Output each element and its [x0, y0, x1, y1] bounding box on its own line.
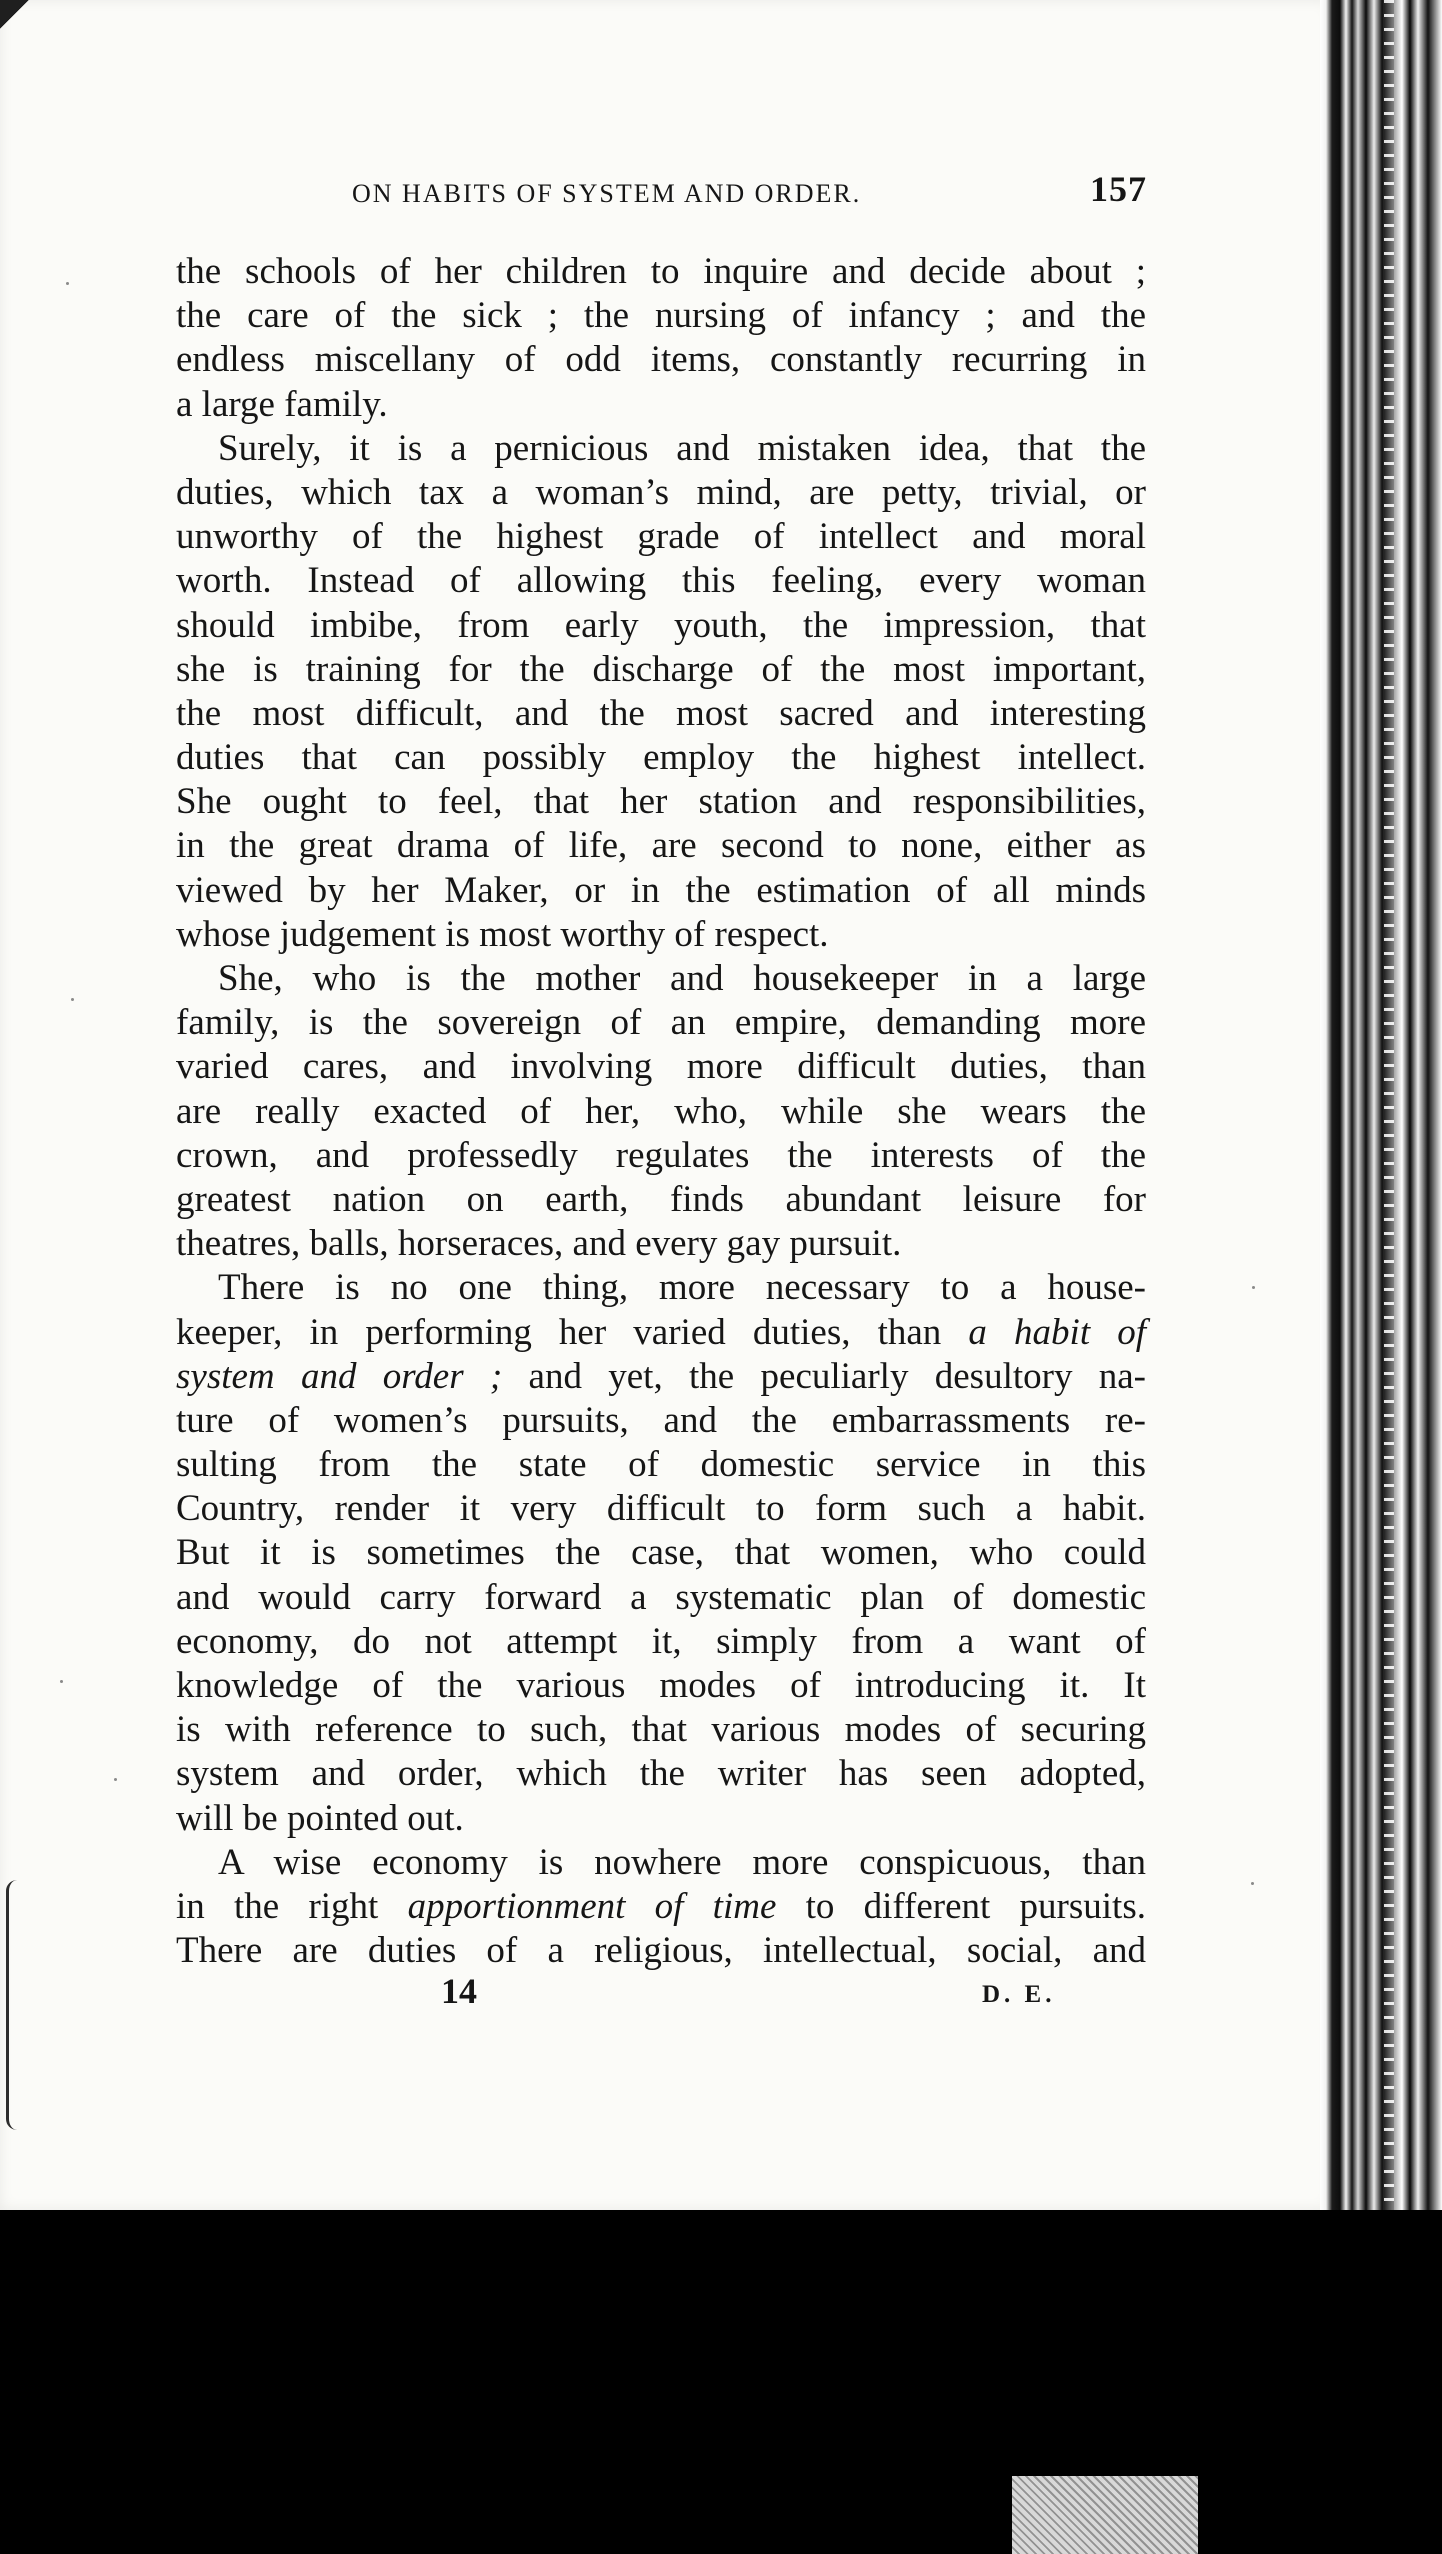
- text-line: [176, 1885, 1146, 1929]
- text-line: [176, 1355, 1146, 1399]
- corner-shadow: [0, 0, 34, 42]
- text-line: family, is the sovereign of an empire, demanding more: [176, 1002, 1146, 1044]
- text-line: the schools of her children to inquire and decide about ;: [176, 251, 1146, 292]
- paper-speck: [71, 998, 74, 1001]
- scan-label-tab: [1012, 2476, 1198, 2554]
- body-text: [176, 250, 1146, 1973]
- running-title: ON HABITS OF SYSTEM AND ORDER.: [352, 179, 862, 208]
- text-line: and would carry forward a systematic plan of domestic: [176, 1576, 1146, 1618]
- text-line: knowledge of the various modes of introducing it. It: [176, 1665, 1146, 1706]
- paper-speck: [1252, 1286, 1255, 1289]
- italic-phrase: system and order ;: [176, 1355, 503, 1397]
- text-line: endless miscellany of odd items, constantly recurring in: [176, 339, 1146, 381]
- text-line: ture of women’s pursuits, and the embarrassments re-: [176, 1399, 1146, 1441]
- paper-speck: [114, 1778, 117, 1781]
- text-line: a large family.: [176, 383, 388, 425]
- text-line: she is training for the discharge of the most important,: [176, 648, 1146, 690]
- paper-speck: [60, 1680, 63, 1683]
- italic-phrase: apportionment of time: [407, 1885, 777, 1927]
- text-run: to different pursuits.: [776, 1885, 1146, 1927]
- text-line: She, who is the mother and housekeeper in a large: [218, 958, 1146, 999]
- text-line: greatest nation on earth, finds abundant leisure for: [176, 1178, 1146, 1220]
- text-line: the most difficult, and the most sacred and interesting: [176, 692, 1146, 734]
- text-line: are really exacted of her, who, while she wears the: [176, 1090, 1146, 1132]
- text-line: A wise economy is nowhere more conspicuous, than: [218, 1841, 1146, 1883]
- text-run: and yet, the peculiarly desultory na-: [502, 1355, 1147, 1397]
- text-line: But it is sometimes the case, that women, who could: [176, 1532, 1146, 1574]
- text-line: There are duties of a religious, intellectual, social, and: [176, 1930, 1146, 1972]
- scan-background: [0, 2210, 1442, 2554]
- signature-mark: 14: [441, 1971, 477, 2011]
- text-line: system and order, which the writer has seen adopted,: [176, 1753, 1146, 1795]
- text-line: will be pointed out.: [176, 1797, 464, 1839]
- paper-speck: [1251, 1882, 1254, 1885]
- text-run: keeper, in performing her varied duties, than: [176, 1311, 969, 1353]
- text-line: viewed by her Maker, or in the estimation of all minds: [176, 869, 1146, 911]
- text-line: varied cares, and involving more difficult duties, than: [176, 1046, 1146, 1088]
- text-line: is with reference to such, that various modes of securing: [176, 1709, 1146, 1751]
- text-line: the care of the sick ; the nursing of infancy ; and the: [176, 295, 1146, 337]
- running-head: [352, 169, 1147, 226]
- italic-phrase: a habit of: [968, 1311, 1146, 1353]
- text-line: duties, which tax a woman’s mind, are petty, trivial, or: [176, 471, 1146, 513]
- text-line: worth. Instead of allowing this feeling, every woman: [176, 560, 1146, 602]
- text-line: duties that can possibly employ the highest intellect.: [176, 737, 1146, 779]
- text-line: Country, render it very difficult to form such a habit.: [176, 1488, 1146, 1530]
- text-line: [176, 1311, 1146, 1355]
- signature-code: D. E.: [982, 1981, 1056, 2008]
- page-number: 157: [1090, 169, 1147, 209]
- text-line: sulting from the state of domestic service in this: [176, 1444, 1146, 1486]
- text-line: in the great drama of life, are second to none, either as: [176, 825, 1146, 867]
- text-line: Surely, it is a pernicious and mistaken idea, that the: [218, 427, 1146, 469]
- text-line: unworthy of the highest grade of intellect and moral: [176, 516, 1146, 558]
- paper-speck: [66, 282, 69, 285]
- text-line: should imbibe, from early youth, the impression, that: [176, 604, 1146, 646]
- text-run: in the right: [176, 1885, 408, 1927]
- text-line: There is no one thing, more necessary to a house-: [218, 1267, 1146, 1309]
- text-line: whose judgement is most worthy of respect.: [176, 913, 829, 955]
- text-line: theatres, balls, horseraces, and every gay pursuit.: [176, 1223, 902, 1265]
- text-line: economy, do not attempt it, simply from a want of: [176, 1620, 1146, 1662]
- page-edge-curve: [6, 1880, 17, 2130]
- text-line: crown, and professedly regulates the interests of the: [176, 1134, 1146, 1176]
- book-binding-edge: [1320, 0, 1442, 2210]
- text-line: She ought to feel, that her station and responsibilities,: [176, 781, 1146, 823]
